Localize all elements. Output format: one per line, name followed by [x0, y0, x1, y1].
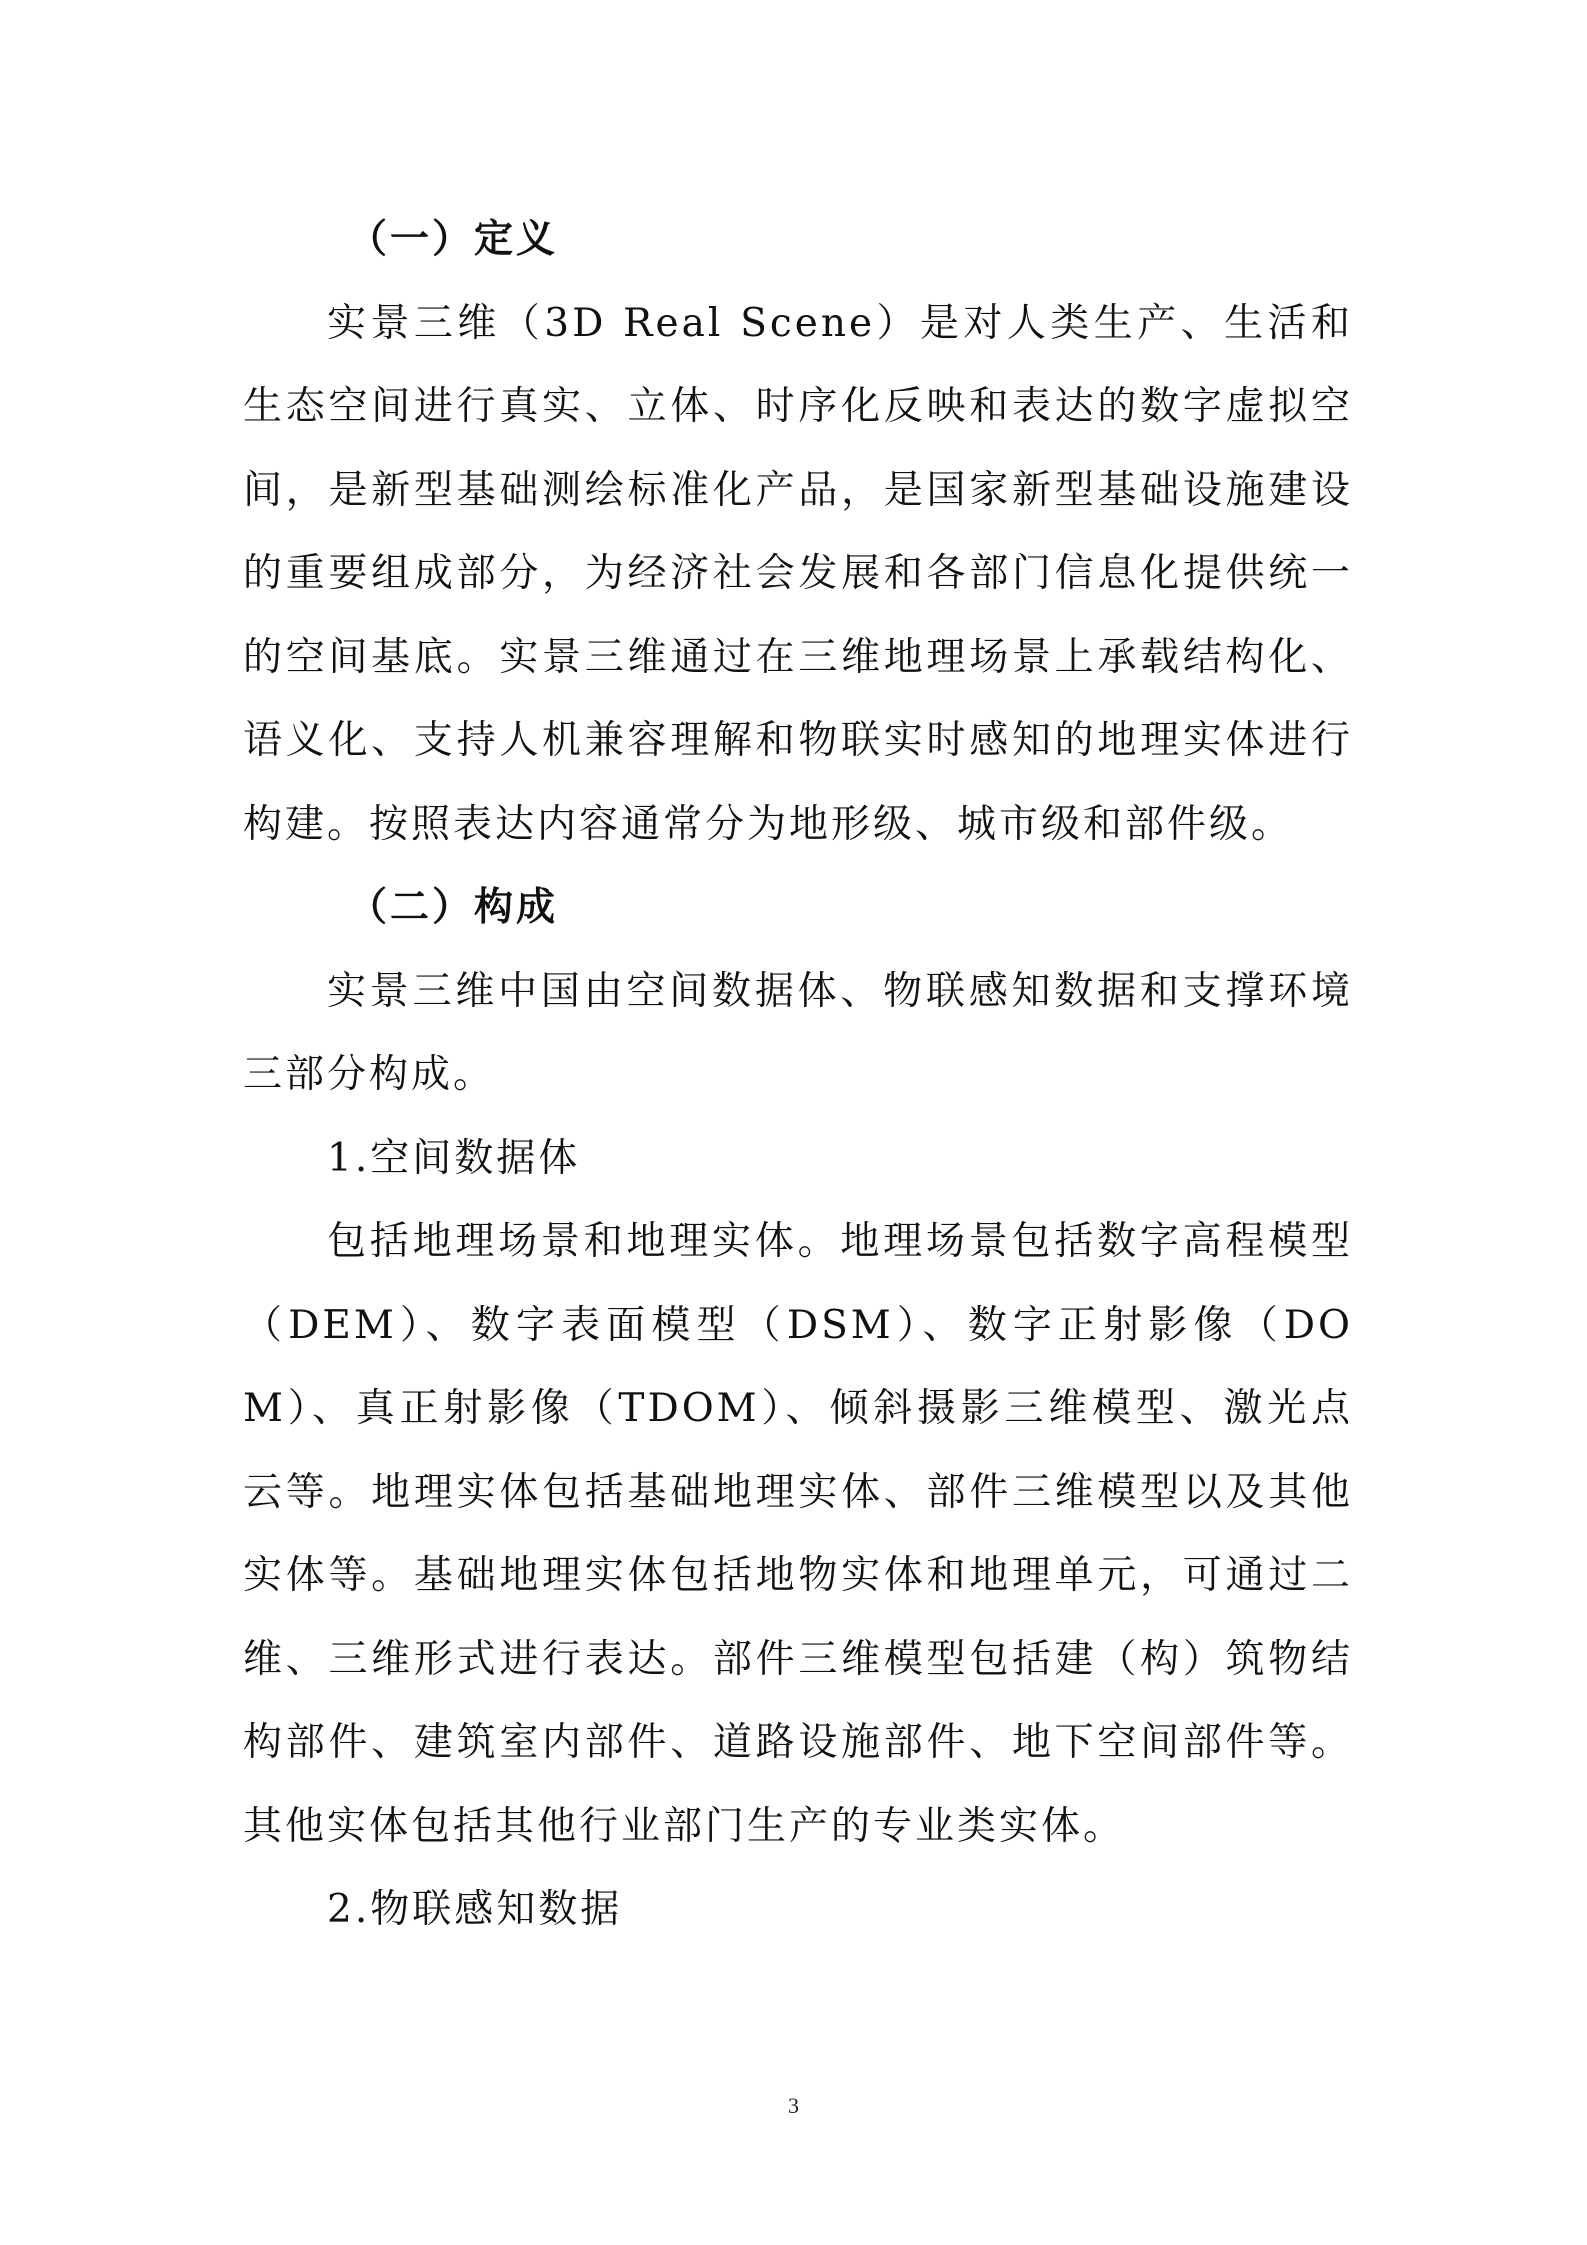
- definition-paragraph: 实景三维（3D Real Scene）是对人类生产、生活和生态空间进行真实、立体、时序化反映和表达的数字虚拟空间，是新型基础测绘标准化产品，是国家新型基础设施建设的重要组成部分，为经济社会发展和各部门信息化提供统一的空间基底。实景三维通过在三维地理场景上承载结构化、语义化、支持人机兼容理解和物联实时感知的地理实体进行构建。按照表达内容通常分为地形级、城市级和部件级。: [243, 300, 1353, 847]
- subsection-title-iot-data: 2.物联感知数据: [327, 1887, 623, 1932]
- page-number: 3: [788, 2093, 799, 2118]
- composition-paragraph: 实景三维中国由空间数据体、物联感知数据和支撑环境三部分构成。: [243, 968, 1353, 1097]
- section-heading-definition: （一）定义: [348, 217, 559, 262]
- subsection-title-spatial-data: 1.空间数据体: [327, 1135, 581, 1181]
- section-heading-composition: （二）构成: [348, 885, 559, 930]
- document-body: [243, 198, 1353, 1952]
- spatial-data-paragraph: 包括地理场景和地理实体。地理场景包括数字高程模型（DEM）、数字表面模型（DSM）、数字正射影像（DOM）、真正射影像（TDOM）、倾斜摄影三维模型、激光点云等。地理实体包括基础地理实体、部件三维模型以及其他实体等。基础地理实体包括地物实体和地理单元，可通过二维、三维形式进行表达。部件三维模型包括建（构）筑物结构部件、建筑室内部件、道路设施部件、地下空间部件等。其他实体包括其他行业部门生产的专业类实体。: [243, 1219, 1353, 1849]
